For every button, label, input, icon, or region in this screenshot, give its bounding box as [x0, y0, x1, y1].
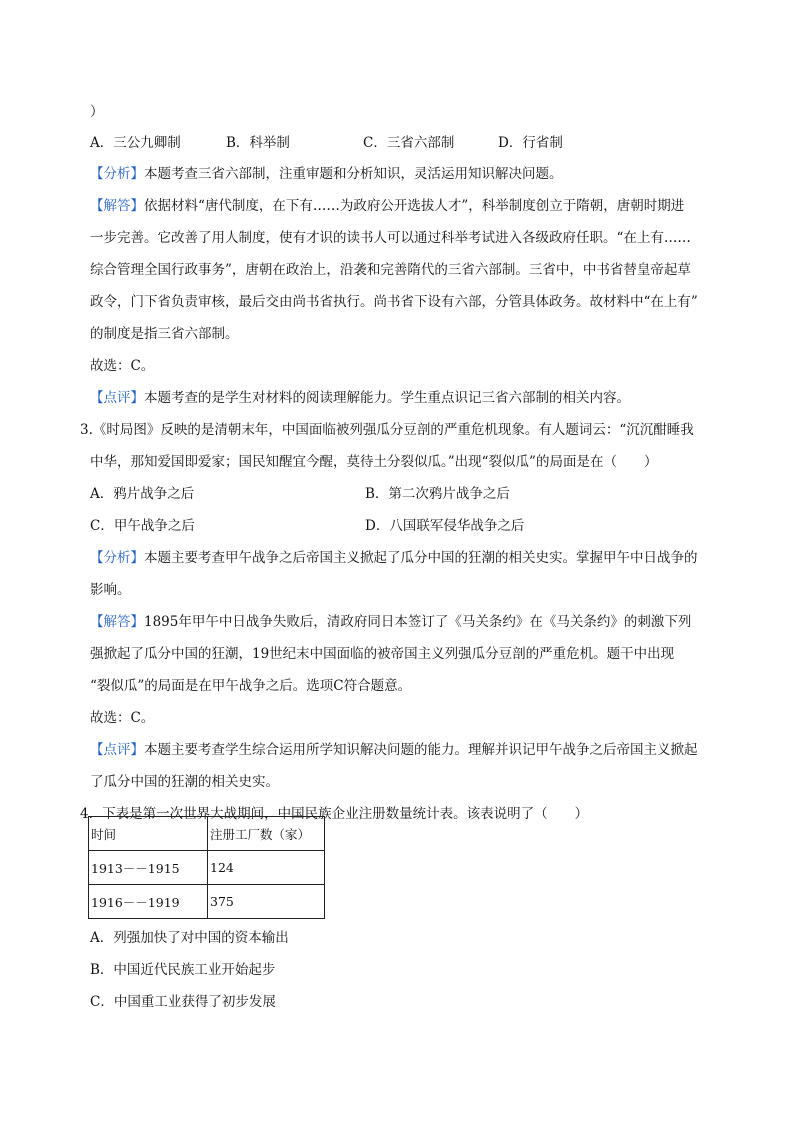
table-header-row — [89, 817, 325, 851]
q2-answer-text: 依据材料“唐代制度，在下有……为政府公开选拔人才”，科举制度创立于隋朝，唐朝时期进 — [144, 198, 685, 214]
q3-answer-line-1 — [90, 612, 691, 632]
q3-option-d: D．八国联军侵华战争之后 — [365, 518, 525, 534]
comment-tag: 【点评】 — [90, 742, 144, 758]
q2-option-c: C．三省六部制 — [363, 135, 455, 151]
q2-stem-tail: ） — [90, 104, 104, 120]
table-cell: 124 — [208, 851, 325, 885]
table-cell: 1916－－1919 — [89, 885, 208, 919]
q3-answer-text: 1895年甲午中日战争失败后，清政府同日本签订了《马关条约》在《马关条约》的刺激下列 — [144, 614, 692, 630]
q3-answer-line-3: “裂似瓜”的局面是在甲午战争之后。选项C符合题意。 — [90, 678, 412, 694]
table-cell: 1913－－1915 — [89, 851, 208, 885]
q3-stem-line-2: 中华，那知爱国即爱家；国民知醒宜今醒，莫待土分裂似瓜。”出现“裂似瓜”的局面是在（ ） — [90, 454, 658, 470]
answer-tag: 【解答】 — [90, 198, 144, 214]
q3-choose: 故选：C。 — [90, 710, 155, 726]
q3-comment-line-1 — [90, 740, 698, 760]
analysis-tag: 【分析】 — [90, 550, 144, 566]
q2-analysis-text: 本题考查三省六部制，注重审题和分析知识，灵活运用知识解决问题。 — [144, 166, 563, 182]
q3-analysis-text: 本题主要考查甲午战争之后帝国主义掀起了瓜分中国的狂潮的相关史实。掌握甲午中日战争的 — [144, 550, 698, 566]
q4-option-a: A．列强加快了对中国的资本输出 — [90, 930, 289, 946]
q3-analysis-line-1 — [90, 548, 698, 568]
q2-comment — [90, 388, 630, 408]
q2-analysis — [90, 164, 563, 184]
q2-answer-line-5: 的制度是指三省六部制。 — [90, 326, 239, 342]
comment-tag: 【点评】 — [90, 390, 144, 406]
q4-data-table — [88, 816, 325, 919]
q2-answer-line-3: 综合管理全国行政事务”，唐朝在政治上，沿袭和完善隋代的三省六部制。三省中，中书省替皇帝起草 — [90, 262, 691, 278]
table-row — [89, 885, 325, 919]
q2-answer-line-2: 一步完善。它改善了用人制度，使有才识的读书人可以通过科举考试进入各级政府任职。“在上有…… — [90, 230, 691, 246]
table-header-cell: 时间 — [89, 817, 208, 851]
q4-option-c: C．中国重工业获得了初步发展 — [90, 994, 276, 1010]
q3-answer-line-2: 强掀起了瓜分中国的狂潮，19世纪末中国面临的被帝国主义列强瓜分豆剖的严重危机。题干中出现 — [90, 646, 675, 662]
q2-option-a: A．三公九卿制 — [90, 135, 181, 151]
q2-choose: 故选：C。 — [90, 358, 155, 374]
analysis-tag: 【分析】 — [90, 166, 144, 182]
q3-option-a: A．鸦片战争之后 — [90, 486, 195, 502]
q3-stem-line-1: 3.《时局图》反映的是清朝末年，中国面临被列强瓜分豆剖的严重危机现象。有人题词云：“沉沉酣睡我 — [80, 422, 694, 438]
q4-option-b: B．中国近代民族工业开始起步 — [90, 962, 276, 978]
table-cell: 375 — [208, 885, 325, 919]
q2-answer-line-1 — [90, 196, 684, 216]
q3-analysis-line-2: 影响。 — [90, 582, 131, 598]
answer-tag: 【解答】 — [90, 614, 144, 630]
q4-stem: 4．下表是第一次世界大战期间，中国民族企业注册数量统计表。该表说明了（ ） — [80, 806, 589, 822]
q2-option-d: D．行省制 — [498, 135, 563, 151]
q2-comment-text: 本题考查的是学生对材料的阅读理解能力。学生重点识记三省六部制的相关内容。 — [144, 390, 630, 406]
q2-option-b: B．科举制 — [226, 135, 290, 151]
q3-option-c: C．甲午战争之后 — [90, 518, 195, 534]
q3-comment-line-2: 了瓜分中国的狂潮的相关史实。 — [90, 774, 279, 790]
q2-answer-line-4: 政令，门下省负责审核，最后交由尚书省执行。尚书省下设有六部，分管具体政务。故材料中“在上有” — [90, 294, 698, 310]
q3-comment-text: 本题主要考查学生综合运用所学知识解决问题的能力。理解并识记甲午战争之后帝国主义掀起 — [144, 742, 698, 758]
table-row — [89, 851, 325, 885]
q3-option-b: B．第二次鸦片战争之后 — [365, 486, 510, 502]
table-header-cell: 注册工厂数（家） — [208, 817, 325, 851]
